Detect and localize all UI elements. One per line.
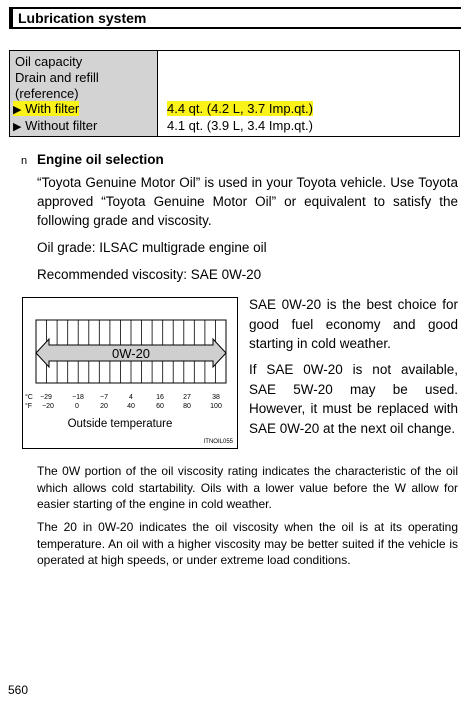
fahrenheit-tick: 40 (127, 403, 135, 410)
capacity-heading-2: Drain and refill (15, 70, 99, 85)
with-filter-value-cell (167, 101, 313, 117)
celsius-tick: 16 (156, 394, 164, 401)
section-header-bar (9, 9, 13, 27)
with-filter-highlight (13, 101, 79, 116)
capacity-heading-1: Oil capacity (15, 54, 83, 69)
with-filter-label: With filter (25, 101, 80, 116)
celsius-tick: 4 (129, 394, 133, 401)
viscosity-figure (22, 297, 238, 449)
page-number: 560 (8, 683, 29, 697)
without-filter-value: 4.1 qt. (3.9 L, 3.4 Imp.qt.) (167, 118, 313, 133)
without-filter-label: Without filter (25, 118, 98, 133)
section-header (9, 7, 461, 29)
alternative-oil-paragraph: If SAE 0W-20 is not available, SAE 5W-20 may be used. However, it must be replaced with SAE 0W-20 at the next oil change. (249, 362, 458, 436)
viscosity-chart (23, 298, 237, 448)
figure-code: ITNOIL055 (203, 439, 233, 445)
fahrenheit-tick: 0 (75, 403, 79, 410)
right-triangle-icon: ▶ (13, 104, 22, 116)
section-title: Lubrication system (18, 10, 147, 26)
recommended-viscosity-text: Recommended viscosity: SAE 0W-20 (37, 267, 262, 282)
fahrenheit-tick: 80 (183, 403, 191, 410)
capacity-heading-3: (reference) (15, 86, 79, 101)
fahrenheit-tick: −20 (42, 403, 54, 410)
table-row-with-filter (13, 101, 79, 118)
intro-paragraph: “Toyota Genuine Motor Oil” is used in your Toyota vehicle. Use Toyota approved “Toyota Genuine Motor Oil” or equivalent to satisfy the following grade and viscosity. (37, 175, 458, 228)
celsius-tick: −7 (100, 394, 108, 401)
fahrenheit-tick: 100 (210, 403, 222, 410)
oil-capacity-table (9, 50, 460, 137)
figure-caption: Outside temperature (67, 418, 173, 430)
fahrenheit-unit: °F (25, 403, 33, 410)
celsius-unit: °C (25, 394, 33, 401)
fahrenheit-tick: 60 (156, 403, 164, 410)
right-triangle-icon: ▶ (13, 121, 22, 133)
oil-grade-text: Oil grade: ILSAC multigrade engine oil (37, 240, 267, 255)
celsius-tick: 27 (183, 394, 191, 401)
section-bullet: n (21, 155, 28, 167)
section-heading: Engine oil selection (37, 152, 164, 167)
note-0w-paragraph: The 0W portion of the oil viscosity rating indicates the characteristic of the oil which allows cold startability. Oils with a lower value before the W allow for easier starting of the engine in cold weather. (37, 464, 458, 511)
fahrenheit-tick: 20 (100, 403, 108, 410)
with-filter-value: 4.4 qt. (4.2 L, 3.7 Imp.qt.) (167, 101, 313, 116)
best-choice-paragraph: SAE 0W-20 is the best choice for good fuel economy and good starting in cold weather. (249, 297, 458, 351)
table-row-without-filter (13, 118, 97, 135)
grade-label: 0W-20 (111, 346, 151, 361)
celsius-tick: −29 (40, 394, 52, 401)
note-20-paragraph: The 20 in 0W-20 indicates the oil viscosity when the oil is at its operating temperature. An oil with a higher viscosity may be better suited if the vehicle is operated at high speeds, or under extreme load conditions. (37, 520, 458, 567)
celsius-tick: 38 (212, 394, 220, 401)
celsius-tick: −18 (72, 394, 84, 401)
